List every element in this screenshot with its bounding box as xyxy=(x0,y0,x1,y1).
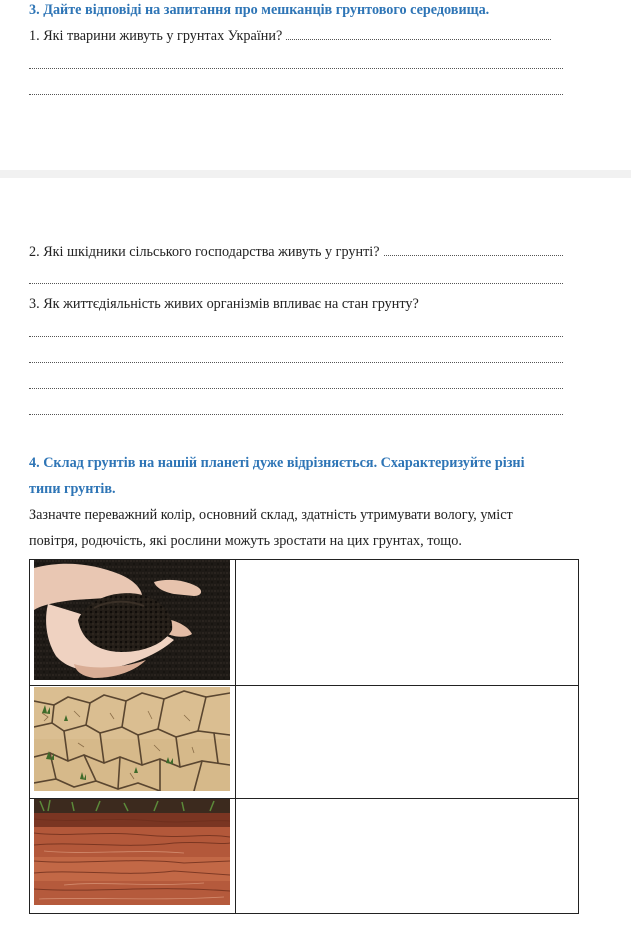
section-4-title-line-1: 4. Склад грунтів на нашій планеті дуже відрізняється. Схарактеризуйте різні xyxy=(29,455,525,471)
black-soil-photo xyxy=(34,560,230,680)
page-separator xyxy=(0,170,631,178)
question-1: 1. Які тварини живуть у грунтах України? xyxy=(29,28,283,44)
answer-line[interactable] xyxy=(29,374,563,389)
answer-line[interactable] xyxy=(29,54,563,69)
section-4-title-line-2: типи грунтів. xyxy=(29,481,116,497)
section-4-instruction-line-2: повітря, родючість, які рослини можуть зростати на цих грунтах, тощо. xyxy=(29,533,462,549)
answer-line[interactable] xyxy=(29,269,563,284)
red-soil-photo xyxy=(34,799,230,905)
description-cell[interactable] xyxy=(236,686,578,798)
answer-line[interactable] xyxy=(29,80,563,95)
description-cell[interactable] xyxy=(236,799,578,913)
photo-cell xyxy=(30,799,236,913)
photo-cell xyxy=(30,560,236,685)
answer-line[interactable] xyxy=(29,400,563,415)
answer-line[interactable] xyxy=(29,348,563,363)
soil-types-table xyxy=(29,559,579,914)
description-cell[interactable] xyxy=(236,560,578,685)
question-3: 3. Як життєдіяльність живих організмів впливає на стан грунту? xyxy=(29,296,419,312)
question-2-row xyxy=(29,243,563,261)
table-row xyxy=(30,799,578,913)
answer-line[interactable] xyxy=(384,243,563,256)
cracked-soil-photo xyxy=(34,687,230,791)
section-4-instruction-line-1: Зазначте переважний колір, основний склад, здатність утримувати вологу, уміст xyxy=(29,507,513,523)
question-1-row xyxy=(29,27,551,45)
question-2: 2. Які шкідники сільського господарства живуть у грунті? xyxy=(29,244,380,260)
answer-line[interactable] xyxy=(29,322,563,337)
section-3-title: 3. Дайте відповіді на запитання про мешканців грунтового середовища. xyxy=(29,2,490,18)
answer-line[interactable] xyxy=(286,27,551,40)
table-row xyxy=(30,686,578,799)
table-row xyxy=(30,560,578,686)
photo-cell xyxy=(30,686,236,798)
